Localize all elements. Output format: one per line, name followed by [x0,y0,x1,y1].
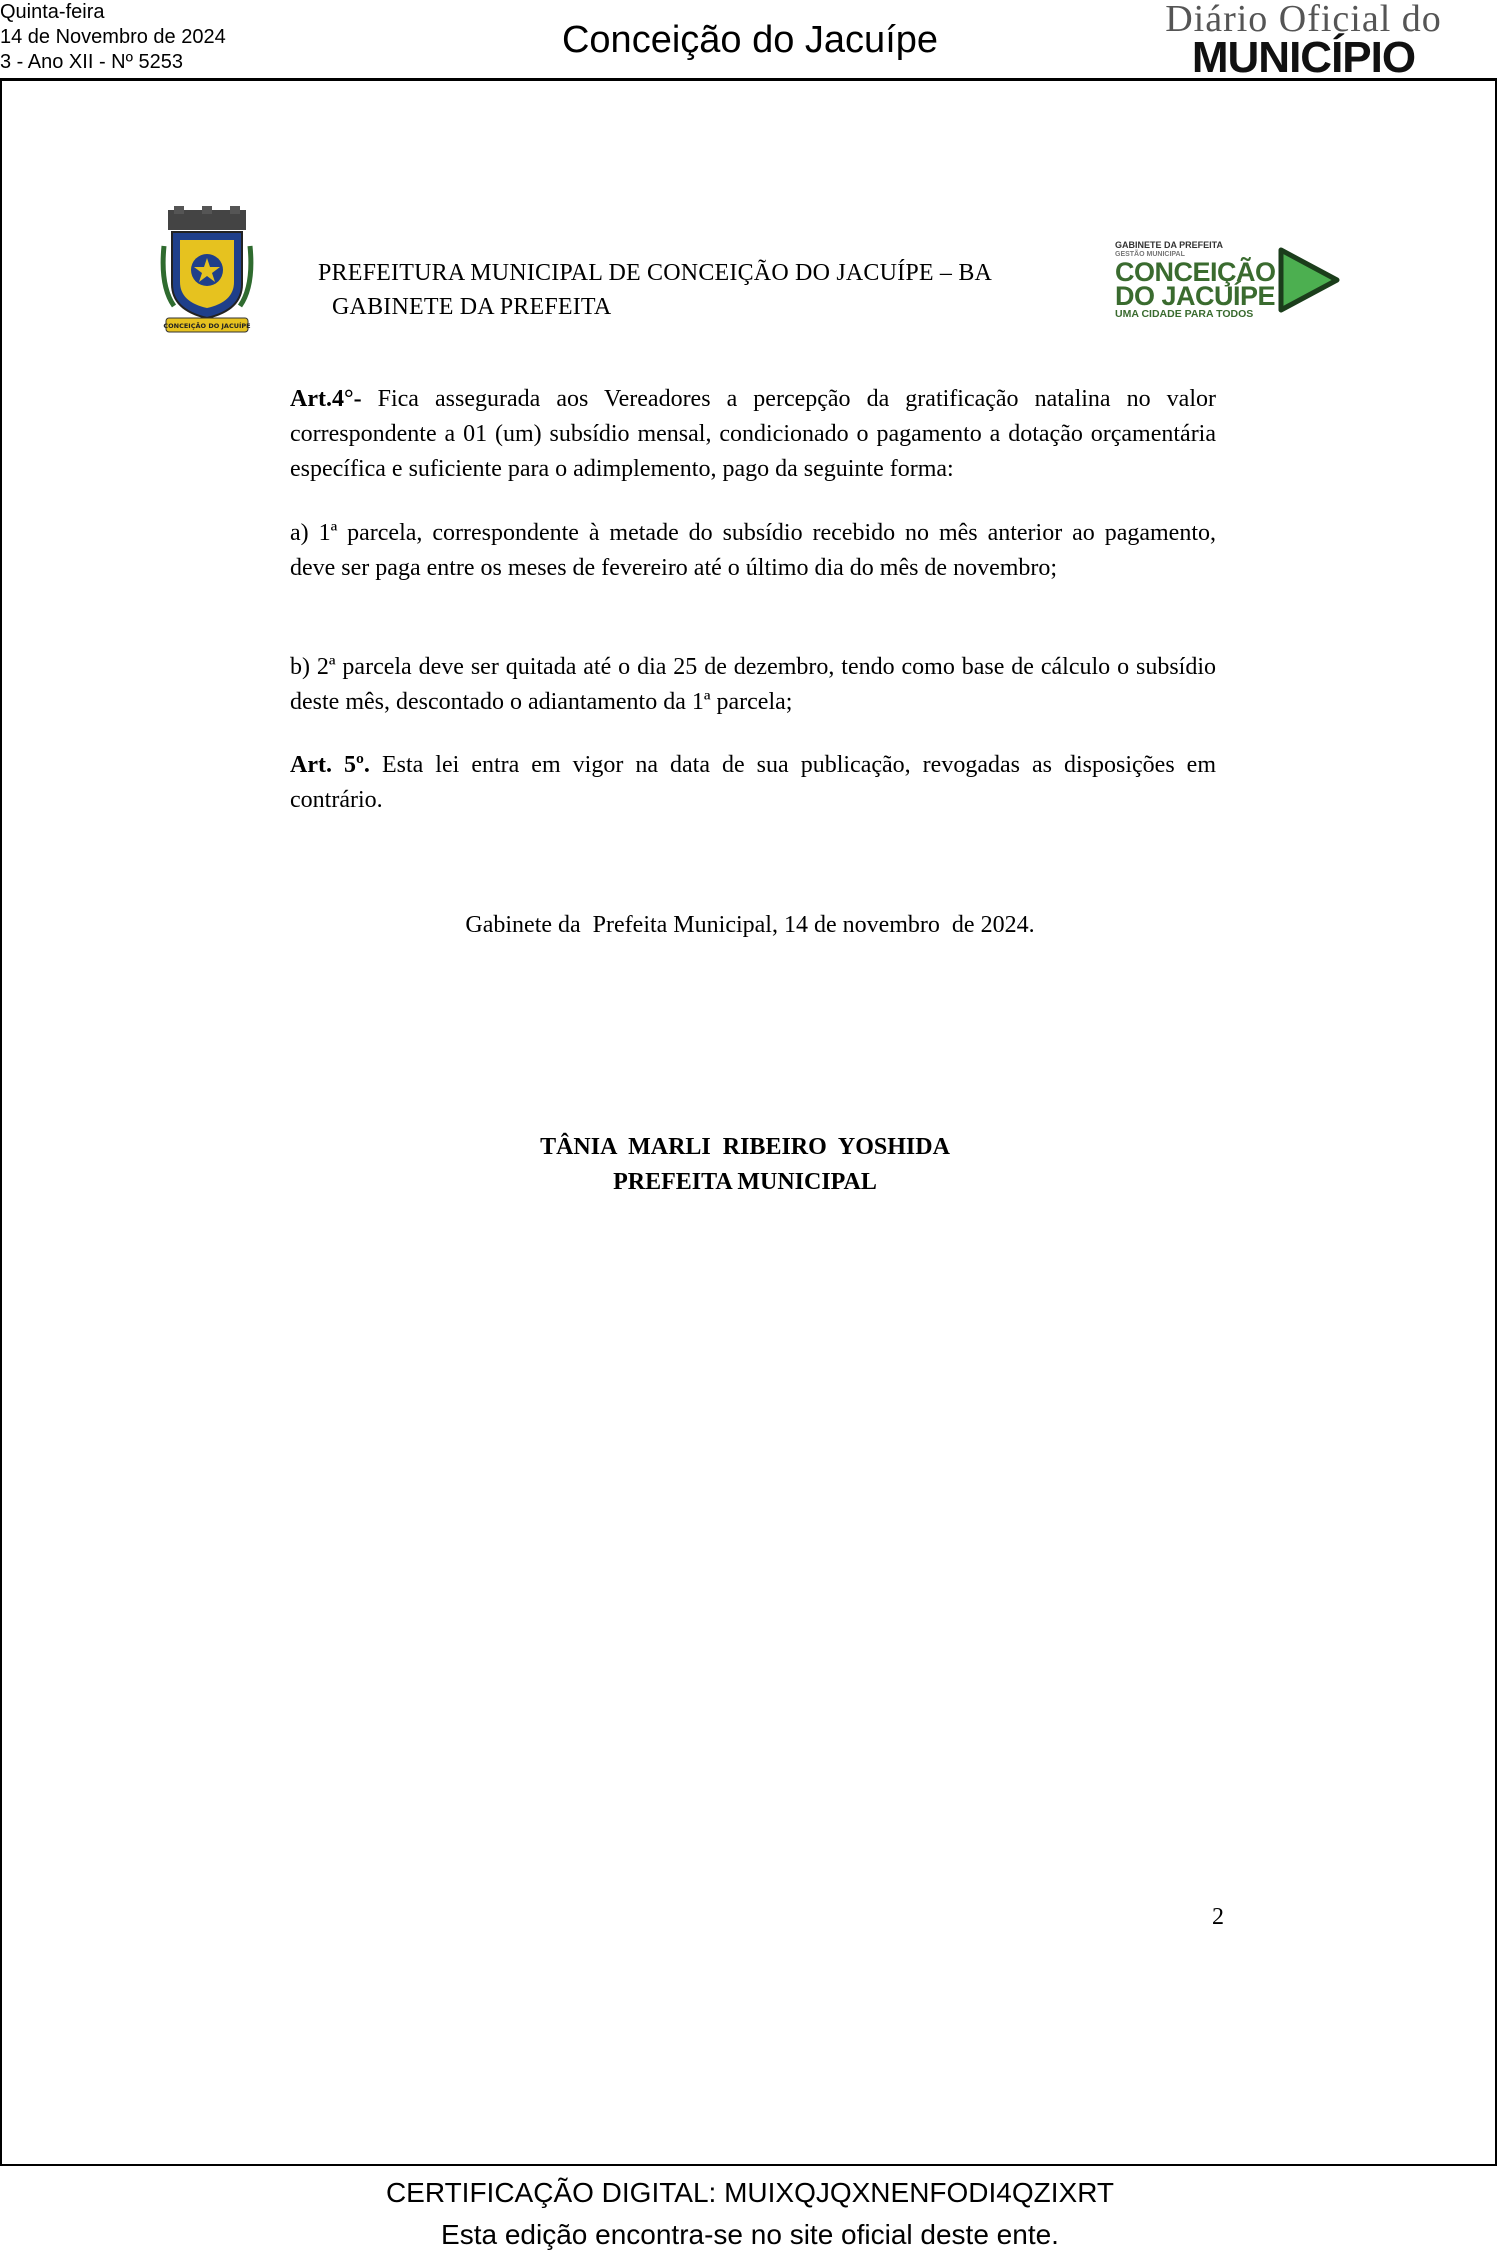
masthead-line1: Diário Oficial do [1165,0,1442,40]
play-icon [1273,244,1343,316]
logo-big-line1: CONCEIÇÃO [1115,257,1276,287]
gabinete-logo [1115,236,1347,320]
edition-number: 3 - Ano XII - Nº 5253 [0,51,183,73]
item-a: a) 1ª parcela, correspondente à metade do subsídio recebido no mês anterior ao pagamento, deve ser paga entre os meses de fevereiro até o último dia do mês de novembro; [290,520,1216,581]
logo-small-text-2: GESTÃO MUNICIPAL [1115,251,1185,258]
logo-big-line2: DO JACUÍPE [1115,281,1276,311]
article-4-text: Fica assegurada aos Vereadores a percepção da gratificação natalina no valor correspondente a 01 (um) subsídio mensal, condicionado o pagamento a dotação orçamentária específica e suficiente para o adimplemento, pago da seguinte forma: [290,386,1216,482]
article-5-text: Esta lei entra em vigor na data de sua publicação, revogadas as disposições em contrário. [290,752,1217,813]
diario-oficial-logo [1161,0,1446,82]
letterhead-title [318,256,992,324]
letterhead-line1: PREFEITURA MUNICIPAL DE CONCEIÇÃO DO JACUÍPE – BA [318,260,993,286]
signer-title: PREFEITA MUNICIPAL [613,1169,877,1195]
closing-text: Gabinete da Prefeita Municipal, 14 de novembro de 2024. [465,912,1035,938]
closing-line [0,908,1500,943]
page-number: 2 [1212,1904,1224,1930]
letterhead-line2: GABINETE DA PREFEITA [332,294,612,320]
logo-small-text: GABINETE DA PREFEITA [1115,240,1224,250]
digital-certification: CERTIFICAÇÃO DIGITAL: MUIXQJQXNENFODI4QZIXRT [385,2177,1115,2208]
city-name: Conceição do Jacuípe [561,19,939,61]
signer-name: TÂNIA MARLI RIBEIRO YOSHIDA [540,1134,950,1160]
article-4 [290,382,1216,487]
item-b: b) 2ª parcela deve ser quitada até o dia 25 de dezembro, tendo como base de cálculo o subsídio deste mês, descontado o adiantamento da 1ª parcela; [290,654,1216,715]
edition-date: 14 de Novembro de 2024 [0,26,226,48]
weekday: Quinta-feira [0,1,105,23]
masthead-line2: MUNICÍPIO [1191,33,1416,82]
municipal-crest-icon [160,206,254,336]
article-4-label: Art.4°- [290,386,362,412]
article-5-label: Art. 5º. [290,752,370,778]
crest-label: CONCEIÇÃO DO JACUÍPE [163,322,251,330]
logo-tagline: UMA CIDADE PARA TODOS [1115,308,1254,320]
footer-note: Esta edição encontra-se no site oficial deste ente. [441,2219,1059,2250]
article-5 [290,748,1216,818]
signature-block [0,1130,1490,1200]
